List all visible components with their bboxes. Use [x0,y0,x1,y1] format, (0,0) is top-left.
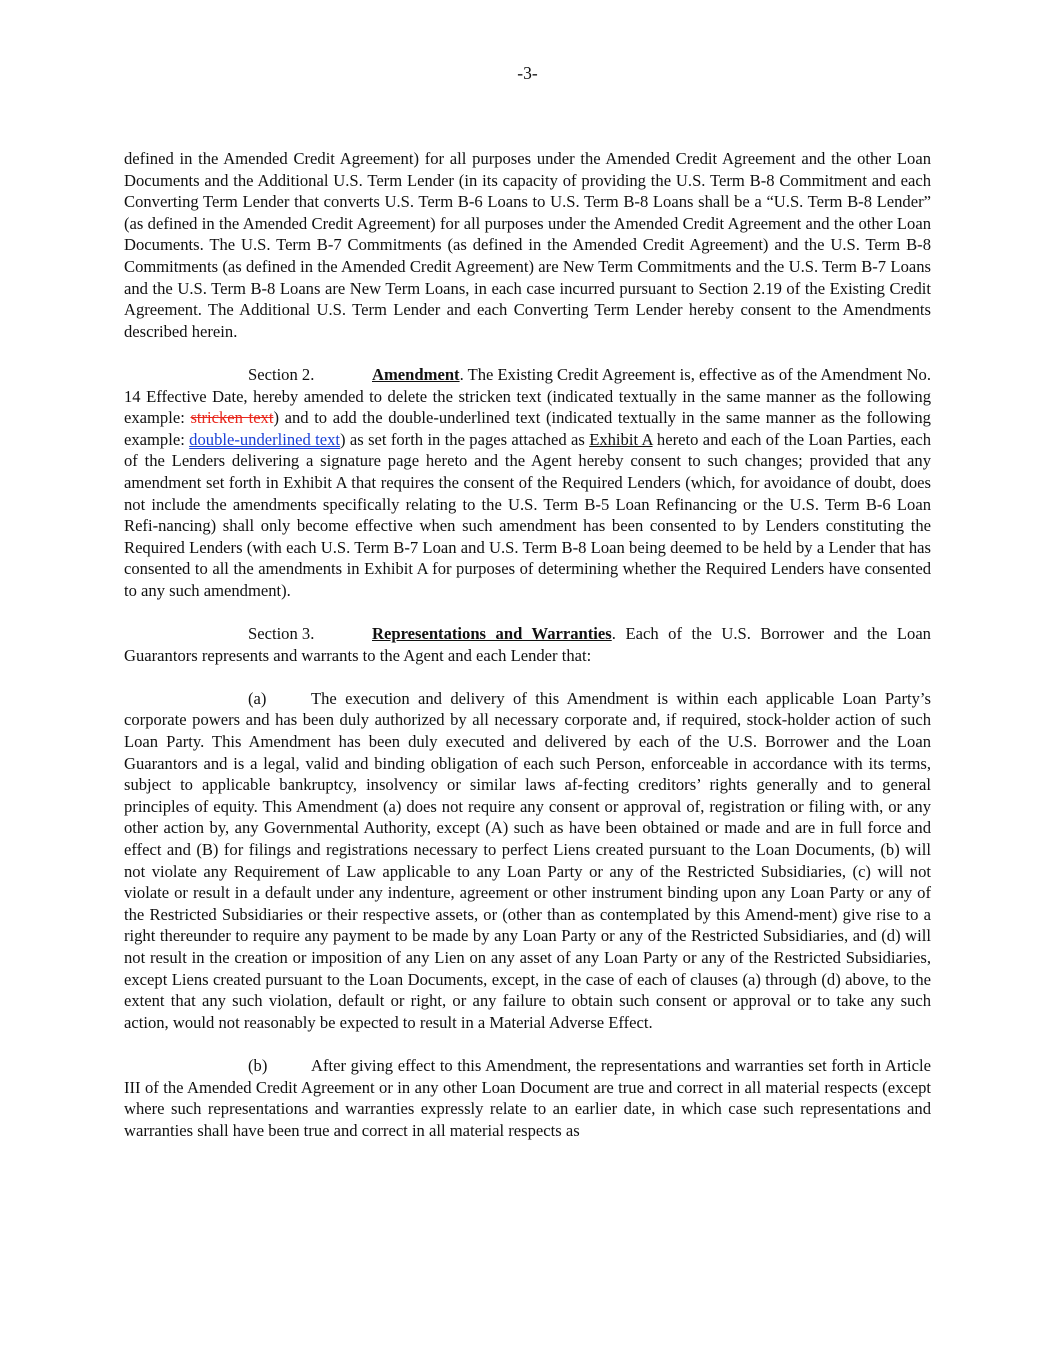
clause-a-paragraph [124,688,931,1034]
document-body [124,148,931,1163]
clause-a-text: The execution and delivery of this Amendment is within each applicable Loan Party’s corporate powers and has been duly authorized by all necessary corporate and, if required, stock-holder action of such Loan Party. This Amendment has been duly executed and delivered by each of the U.S. Borrower and the Loan Guarantors and is a legal, valid and binding obligation of each such Person, enforceable in accordance with its terms, subject to applicable bankruptcy, insolvency or similar laws af-fecting creditors’ rights generally and to general principles of equity. This Amendment (a) does not require any consent or approval of, registration or filing with, or any other action by, any Governmental Authority, except (A) such as have been obtained or made and are in full force and effect and (B) for filings and registrations necessary to perfect Liens created pursuant to the Loan Documents, (b) will not violate any Requirement of Law applicable to any Loan Party or any of the Restricted Subsidiaries, (c) will not violate or result in a default under any indenture, agreement or other instrument binding upon any Loan Party or any of the Restricted Subsidiaries or their respective assets, or (other than as contemplated by this Amend-ment) give rise to a right thereunder to require any payment to be made by any Loan Party or any of the Restricted Subsidiaries, and (d) will not result in the creation or imposition of any Lien on any asset of any Loan Party or any of the Restricted Subsidiaries, except Liens created pursuant to the Loan Documents, except, in the case of each of clauses (a) through (d) above, to the extent that any such violation, default or right, or any failure to obtain such consent or approval or to take any such action, would not reasonably be expected to result in a Material Adverse Effect. [124,688,931,1032]
exhibit-a-reference: Exhibit A [589,429,653,449]
section-3-heading: Representations and Warranties [372,624,612,644]
clause-b-text: After giving effect to this Amendment, the representations and warranties set forth in Article III of the Amended Credit Agreement or in any other Loan Document are true and correct in all material respects (except where such representations and warranties expressly relate to an earlier date, in which case such representations and warranties shall have been true and correct in all material respects as [124,1055,931,1140]
section-2-text-b: ) and to add the double-underlined text (indicated textually in the same manner as the following example: [124,408,931,449]
section-2-number: Section 2. [248,364,315,384]
paragraph-continuation: defined in the Amended Credit Agreement) for all purposes under the Amended Credit Agreement and the other Loan Documents and the Additional U.S. Term Lender (in its capacity of providing the U.S. Term B-8 Commitment and each Converting Term Lender that converts U.S. Term B-6 Loans to U.S. Term B-8 Loans shall be a “U.S. Term B-8 Lender” (as defined in the Amended Credit Agreement) for all purposes under the Amended Credit Agreement and the other Loan Documents. The U.S. Term B-7 Commitments (as defined in the Amended Credit Agreement) and the U.S. Term B-8 Commitments (as defined in the Amended Credit Agreement) are New Term Commitments and the U.S. Term B-7 Loans and the U.S. Term B-8 Loans are New Term Loans, in each case incurred pursuant to Section 2.19 of the Existing Credit Agreement. The Additional U.S. Term Lender and each Converting Term Lender hereby consent to the Amendments described herein. [124,149,931,341]
double-underlined-text-example[interactable]: double-underlined text [189,429,341,449]
clause-b-label: (b) [248,1055,268,1075]
section-2-text-d: hereto and each of the Loan Parties, each of the Lenders delivering a signature page hereto and the Agent hereby consent to such changes; provided that any amendment set forth in Exhibit A that requires the consent of the Required Lenders (which, for avoidance of doubt, does not include the amendments specifically relating to the U.S. Term B-5 Loan Refinancing or the U.S. Term B-6 Loan Refi-nancing) shall only become effective when such amendment has been consented to by Lenders constituting the Required Lenders (with each U.S. Term B-7 Loan and U.S. Term B-8 Loan being deemed to be held by a Lender that has consented to all the amendments in Exhibit A for purposes of determining whether the Required Lenders have consented to any such amendment). [124,429,931,600]
clause-a-label: (a) [248,688,267,708]
section-2-paragraph [124,364,931,602]
section-2-heading: Amendment [372,364,460,384]
section-2-text-c: ) as set forth in the pages attached as [340,429,590,449]
section-2-text-a: . The Existing Credit Agreement is, effective as of the Amendment No. 14 Effective Date, hereby amended to delete the stricken text (indicated textually in the same manner as the following example: [124,364,931,428]
stricken-text-example: stricken text [190,408,274,428]
section-3-text: . Each of the U.S. Borrower and the Loan Guarantors represents and warrants to the Agent and each Lender that: [124,624,931,665]
section-3-number: Section 3. [248,624,315,644]
clause-b-paragraph [124,1055,931,1141]
section-3-paragraph [124,623,931,666]
page-number: -3- [517,63,538,83]
